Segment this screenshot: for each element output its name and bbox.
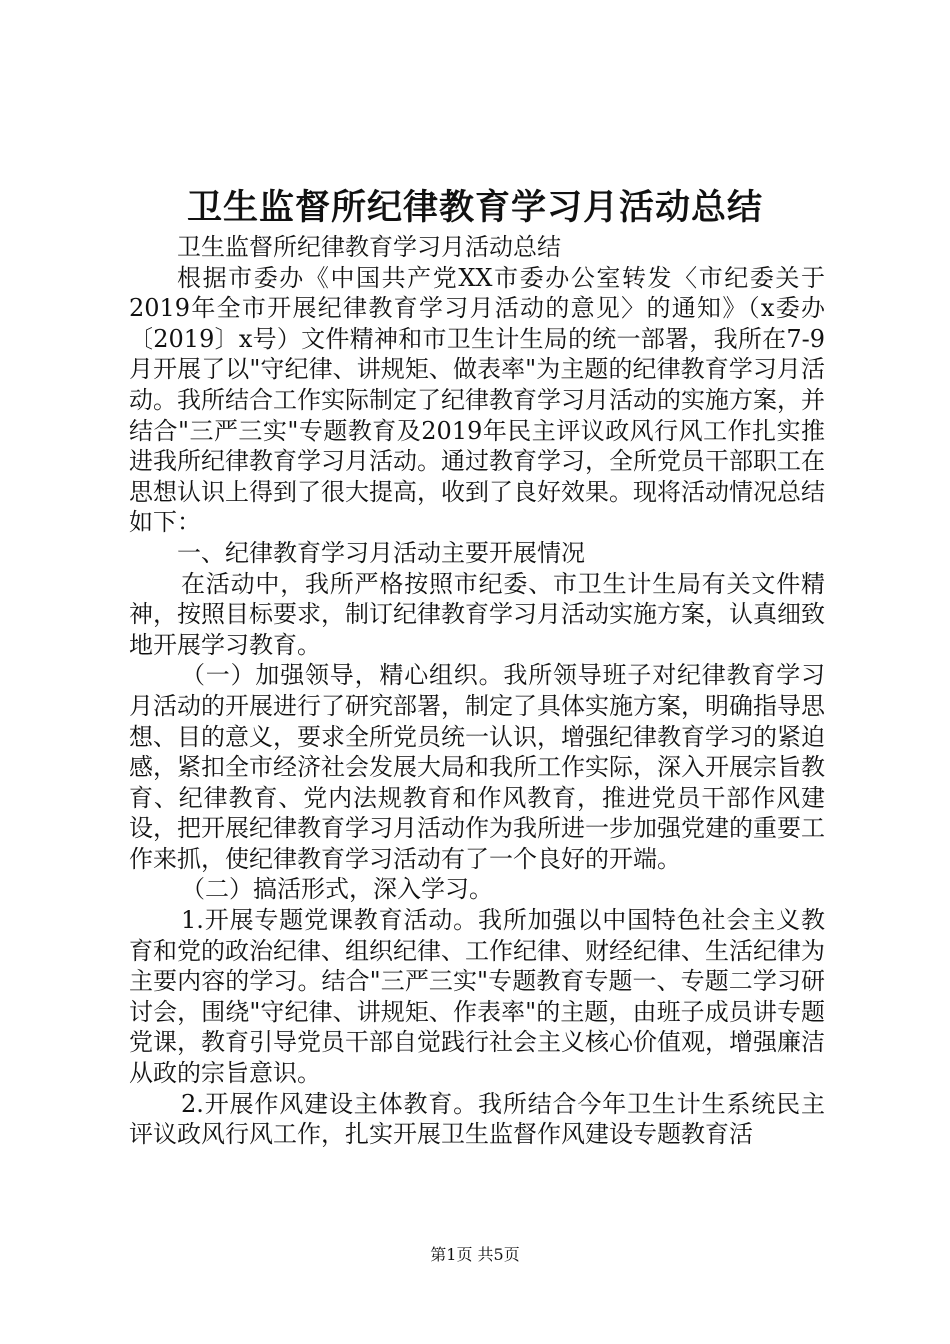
item-1-paragraph: 1.开展专题党课教育活动。我所加强以中国特色社会主义教育和党的政治纪律、组织纪律、工作纪律、财经纪律、生活纪律为主要内容的学习。结合"三严三实"专题教育专题一、专题二学习研讨会，围绕"守纪律、讲规矩、作表率"的主题，由班子成员讲专题党课，教育引导党员干部自觉践行社会主义核心价值观，增强廉洁从政的宗旨意识。 — [129, 906, 825, 1088]
section-heading-1: 一、纪律教育学习月活动主要开展情况 — [177, 538, 585, 567]
subsection-1-paragraph: （一）加强领导，精心组织。我所领导班子对纪律教育学习月活动的开展进行了研究部署，制定了具体实施方案，明确指导思想、目的意义，要求全所党员统一认识，增强纪律教育学习的紧迫感，紧扣全市经济社会发展大局和我所工作实际，深入开展宗旨教育、纪律教育、党内法规教育和作风教育，推进党员干部作风建设，把开展纪律教育学习月活动作为我所进一步加强党建的重要工作来抓，使纪律教育学习活动有了一个良好的开端。 — [129, 661, 825, 873]
section-1-paragraph: 在活动中，我所严格按照市纪委、市卫生计生局有关文件精神，按照目标要求，制订纪律教育学习月活动实施方案，认真细致地开展学习教育。 — [129, 569, 825, 659]
document-body — [129, 232, 825, 1150]
intro-paragraph: 根据市委办《中国共产党XX市委办公室转发〈市纪委关于2019年全市开展纪律教育学习月活动的意见〉的通知》（x委办〔2019〕x号）文件精神和市卫生计生局的统一部署，我所在7-9月开展了以"守纪律、讲规矩、做表率"为主题的纪律教育学习月活动。我所结合工作实际制定了纪律教育学习月活动的实施方案，并结合"三严三实"专题教育及2019年民主评议政风行风工作扎实推进我所纪律教育学习月活动。通过教育学习，全所党员干部职工在思想认识上得到了很大提高，收到了良好效果。现将活动情况总结如下： — [129, 263, 825, 537]
subsection-2-heading: （二）搞活形式，深入学习。 — [181, 875, 493, 904]
subtitle-paragraph: 卫生监督所纪律教育学习月活动总结 — [177, 233, 561, 261]
document-title: 卫生监督所纪律教育学习月活动总结 — [186, 187, 763, 228]
item-2-paragraph: 2.开展作风建设主体教育。我所结合今年卫生计生系统民主评议政风行风工作，扎实开展卫生监督作风建设专题教育活 — [129, 1089, 825, 1149]
page-footer: 第1页 共5页 — [430, 1245, 520, 1264]
